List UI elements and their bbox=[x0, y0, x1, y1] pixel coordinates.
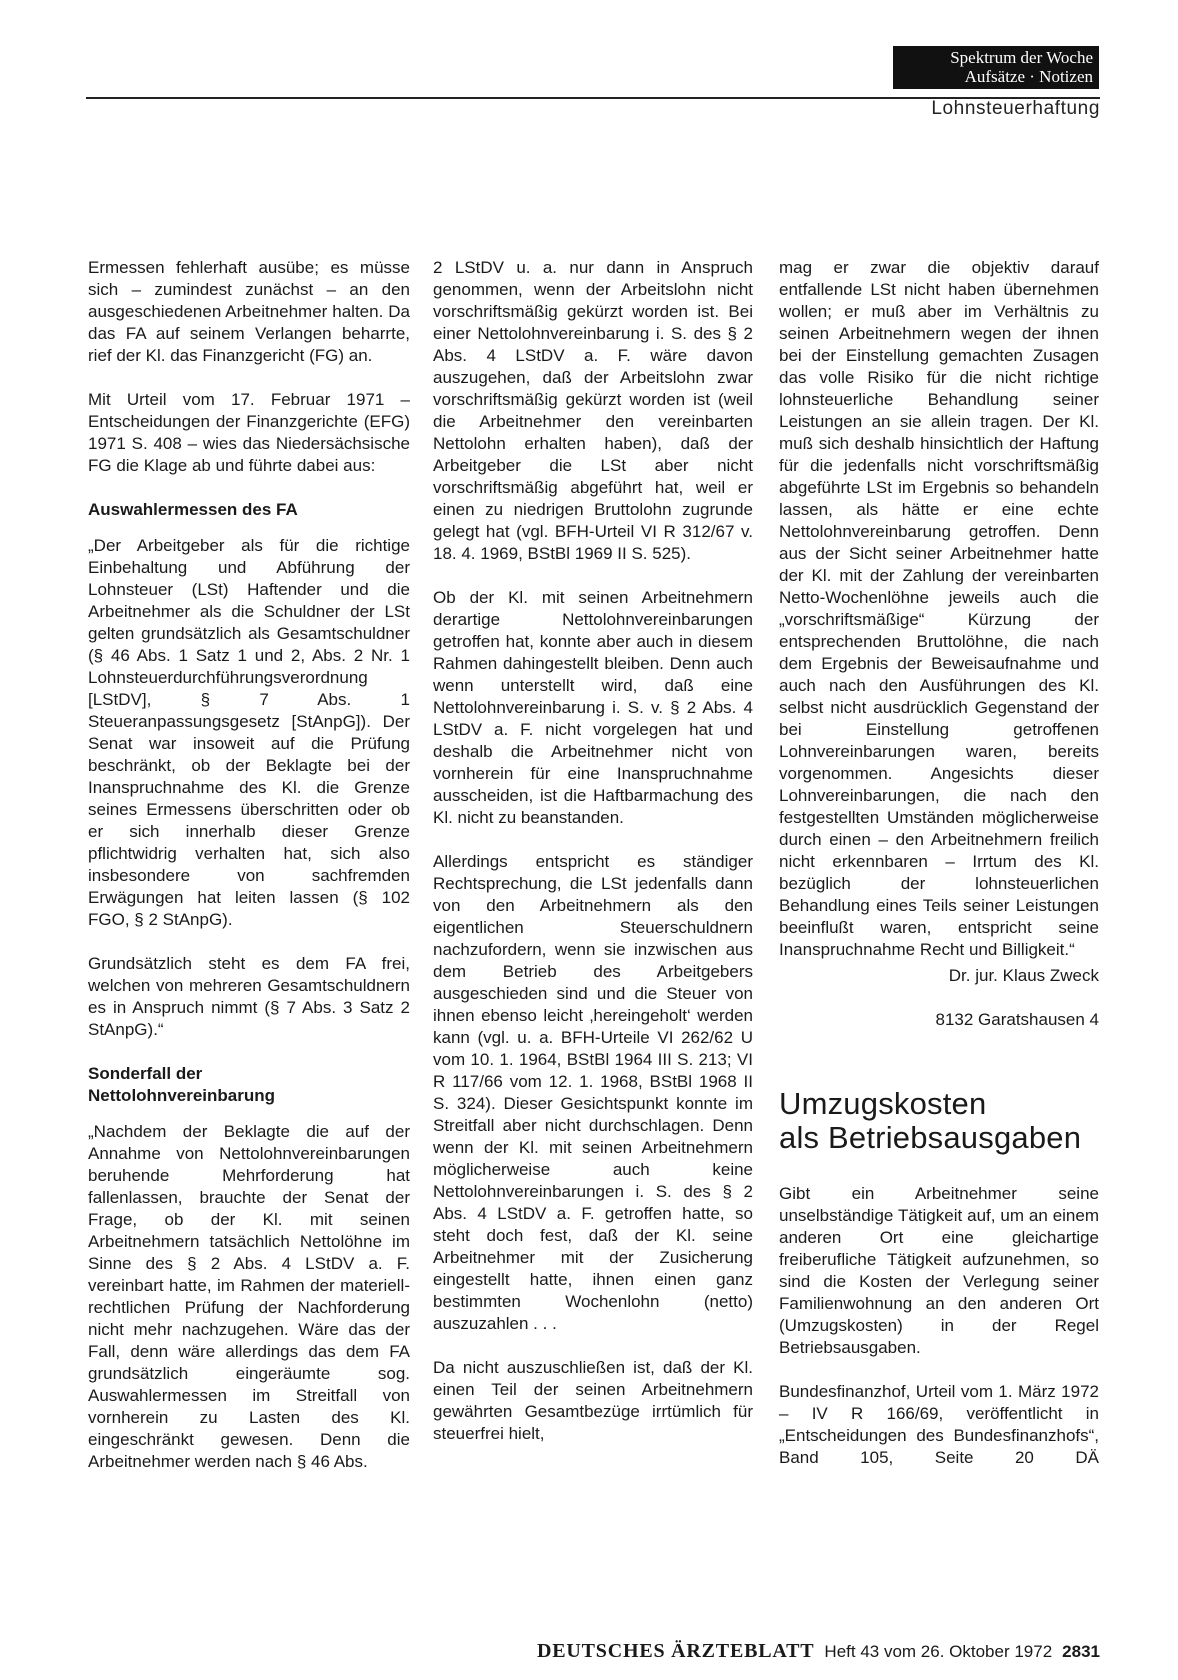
section-label-line2: Aufsätze · Notizen bbox=[964, 67, 1093, 86]
paragraph: „Der Arbeitgeber als für die richtige Einbehaltung und Abführung der Lohnsteuer (LSt) Haftender und die Arbeitnehmer als die Schuldner der LSt gelten grundsätzlich als Gesamtschuldner (§ 46 Abs. 1 Satz 1 und 2, Abs. 2 Nr. 1 Lohnsteuerdurchführungsverordnung [LStDV], § 7 Abs. 1 Steueranpassungsgesetz [StAnpG]). Der Senat war insoweit auf die Prüfung beschränkt, ob der Beklagte bei der Inanspruchnahme des Kl. die Grenze seines Ermessens überschritten oder ob er sich innerhalb dieser Grenze pflichtwidrig verhalten hat, sich also insbesondere von sachfremden Erwägungen hat leiten lassen (§ 102 FGO, § 2 StAnpG). bbox=[88, 536, 410, 929]
paragraph: Mit Urteil vom 17. Februar 1971 – Entscheidungen der Finanzgerichte (EFG) 1971 S. 408 – wies das Niedersächsische FG die Klage ab und führte dabei aus: bbox=[88, 390, 410, 475]
column-1 bbox=[88, 257, 410, 1495]
author-name: Dr. jur. Klaus Zweck bbox=[948, 966, 1099, 985]
subheading bbox=[88, 1063, 410, 1107]
paragraph bbox=[779, 1381, 1099, 1469]
paragraph: Da nicht auszuschließen ist, daß der Kl. einen Teil der seinen Arbeitnehmern gewährten Gesamtbezüge irrtümlich für steuerfrei hielt, bbox=[433, 1358, 753, 1443]
subheading: Auswahlermessen des FA bbox=[88, 500, 298, 519]
source-tag: DÄ bbox=[1075, 1448, 1099, 1467]
section-label-line1: Spektrum der Woche bbox=[950, 48, 1093, 67]
paragraph: Ermessen fehlerhaft ausübe; es müsse sich – zumindest zunächst – an den ausgeschiedenen Arbeitnehmer halten. Da das FA auf seinem Verlangen beharrte, rief der Kl. das Finanzgericht (FG) an. bbox=[88, 258, 410, 365]
issue-info: Heft 43 vom 26. Oktober 1972 bbox=[824, 1642, 1053, 1661]
paragraph: 2 LStDV u. a. nur dann in Anspruch genommen, wenn der Arbeitslohn nicht vorschriftsmäßig gekürzt worden ist. Bei einer Nettolohnvereinbarung i. S. des § 2 Abs. 4 LStDV a. F. wäre davon auszugehen, daß der Arbeitslohn zwar vorschriftsmäßig gekürzt worden ist (weil die Arbeitnehmer den vereinbarten Nettolohn erhalten haben), daß der Arbeitgeber die LSt aber nicht vorschriftsmäßig abgeführt hat, weil er einen zu niedrigen Bruttolohn zugrunde gelegt hat (vgl. BFH-Urteil VI R 312/67 v. 18. 4. 1969, BStBl 1969 II S. 525). bbox=[433, 258, 753, 563]
topic-heading: Lohnsteuerhaftung bbox=[931, 98, 1100, 119]
column-3 bbox=[779, 257, 1099, 1491]
paragraph: Ob der Kl. mit seinen Arbeitnehmern derartige Nettolohnvereinbarungen getroffen hat, konnte aber auch in diesem Rahmen dahingestellt bleiben. Denn auch wenn unterstellt wird, daß eine Nettolohnvereinbarung i. S. v. § 2 Abs. 4 LStDV a. F. nicht vorgelegen hat und deshalb die Arbeitnehmer nicht von vornherein für eine Inanspruchnahme ausscheiden, ist die Haftbarmachung des Kl. nicht zu beanstanden. bbox=[433, 588, 753, 827]
article-title-line2: als Betriebsausgaben bbox=[779, 1120, 1082, 1155]
page-number: 2831 bbox=[1062, 1642, 1100, 1661]
article-title-line1: Umzugskosten bbox=[779, 1086, 987, 1121]
paragraph: „Nachdem der Beklagte die auf der Annahme von Nettolohnvereinbarungen beruhende Mehrforderung hat fallenlassen, brauchte der Senat der Frage, ob der Kl. mit seinen Arbeitnehmern tatsächlich Nettolöhne im Sinne des § 2 Abs. 4 LStDV a. F. vereinbart hatte, im Rahmen der materiell-rechtlichen Prüfung der Nachforderung nicht mehr nachzugehen. Wäre das der Fall, denn wäre allerdings das dem FA grundsätzlich eingeräumte sog. Auswahlermessen im Streitfall von vornherein zu Lasten des Kl. eingeschränkt gewesen. Denn die Arbeitnehmer werden nach § 46 Abs. bbox=[88, 1122, 410, 1471]
paragraph: Allerdings entspricht es ständiger Rechtsprechung, die LSt jedenfalls dann von den Arbeitnehmern als den eigentlichen Steuerschuldnern nachzufordern, wenn sie inzwischen aus dem Betrieb des Arbeitgebers ausgeschieden sind und die Steuer von ihnen ebenso leicht ‚hereingeholt‘ werden kann (vgl. u. a. BFH-Urteile VI 262/62 U vom 10. 1. 1964, BStBl 1964 III S. 213; VI R 117/66 vom 12. 1. 1968, BStBl 1968 II S. 324). Dieser Gesichtspunkt konnte im Streitfall aber nicht durchschlagen. Denn wenn der Kl. mit seinen Arbeitnehmern möglicherweise auch keine Nettolohnvereinbarungen i. S. des § 2 Abs. 4 LStDV a. F. getroffen hatte, so steht doch fest, daß der Kl. seine Arbeitnehmer mit der Zusicherung eingestellt hatte, ihnen einen ganz bestimmten Wochenlohn (netto) auszuzahlen . . . bbox=[433, 852, 753, 1333]
column-2 bbox=[433, 257, 753, 1467]
paragraph: mag er zwar die objektiv darauf entfallende LSt nicht haben übernehmen wollen; er muß aber im Verhältnis zu seinen Arbeitnehmern wegen der ihnen bei der Einstellung gemachten Zusagen das volle Risiko für die nicht richtige lohnsteuerliche Behandlung seiner Leistungen an sie allein tragen. Der Kl. muß sich deshalb hinsichtlich der Haftung für die jedenfalls nicht vorschriftsmäßig abgeführte LSt im Ergebnis so behandeln lassen, als hätte er eine echte Nettolohnvereinbarung getroffen. Denn aus der Sicht seiner Arbeitnehmer hatte der Kl. mit der Zahlung der vereinbarten Netto-Wochenlöhne jeweils auch die „vorschriftsmäßige“ Kürzung der entsprechenden Bruttolöhne, die nach dem Ergebnis der Beweisaufnahme und auch nach den Ausführungen des Kl. selbst nicht ausdrücklich Gegenstand der bei Einstellung getroffenen Lohnvereinbarungen waren, bereits vorgenommen. Angesichts dieser Lohnvereinbarungen, die nach den festgestellten Umständen möglicherweise durch einen – den Arbeitnehmern freilich nicht erkennbaren – Irrtum des Kl. bezüglich der lohnsteuerlichen Behandlung eines Teils seiner Leistungen beeinflußt waren, entspricht seine Inanspruchnahme Recht und Billigkeit.“ bbox=[779, 258, 1099, 959]
author-address: 8132 Garatshausen 4 bbox=[935, 1010, 1099, 1029]
subheading-line1: Sonderfall der bbox=[88, 1064, 203, 1083]
masthead: DEUTSCHES ÄRZTEBLATT bbox=[537, 1640, 815, 1662]
citation: Bundesfinanzhof, Urteil vom 1. März 1972 – IV R 166/69, veröffentlicht in „Entscheidungen des Bundesfinanzhofs“, Band 105, Seite 20 bbox=[779, 1382, 1099, 1467]
paragraph: Grundsätzlich steht es dem FA frei, welchen von mehreren Gesamtschuldnern es in Anspruch nimmt (§ 7 Abs. 3 Satz 2 StAnpG).“ bbox=[88, 954, 410, 1039]
article-title bbox=[779, 1087, 1099, 1155]
subheading-line2: Nettolohnvereinbarung bbox=[88, 1086, 276, 1105]
section-label bbox=[893, 46, 1099, 89]
paragraph: Gibt ein Arbeitnehmer seine unselbständige Tätigkeit auf, um an einem anderen Ort eine gleichartige freiberufliche Tätigkeit aufzunehmen, so sind die Kosten der Verlegung seiner Familienwohnung an den anderen Ort (Umzugskosten) in der Regel Betriebsausgaben. bbox=[779, 1184, 1099, 1357]
page-footer bbox=[537, 1640, 1100, 1663]
